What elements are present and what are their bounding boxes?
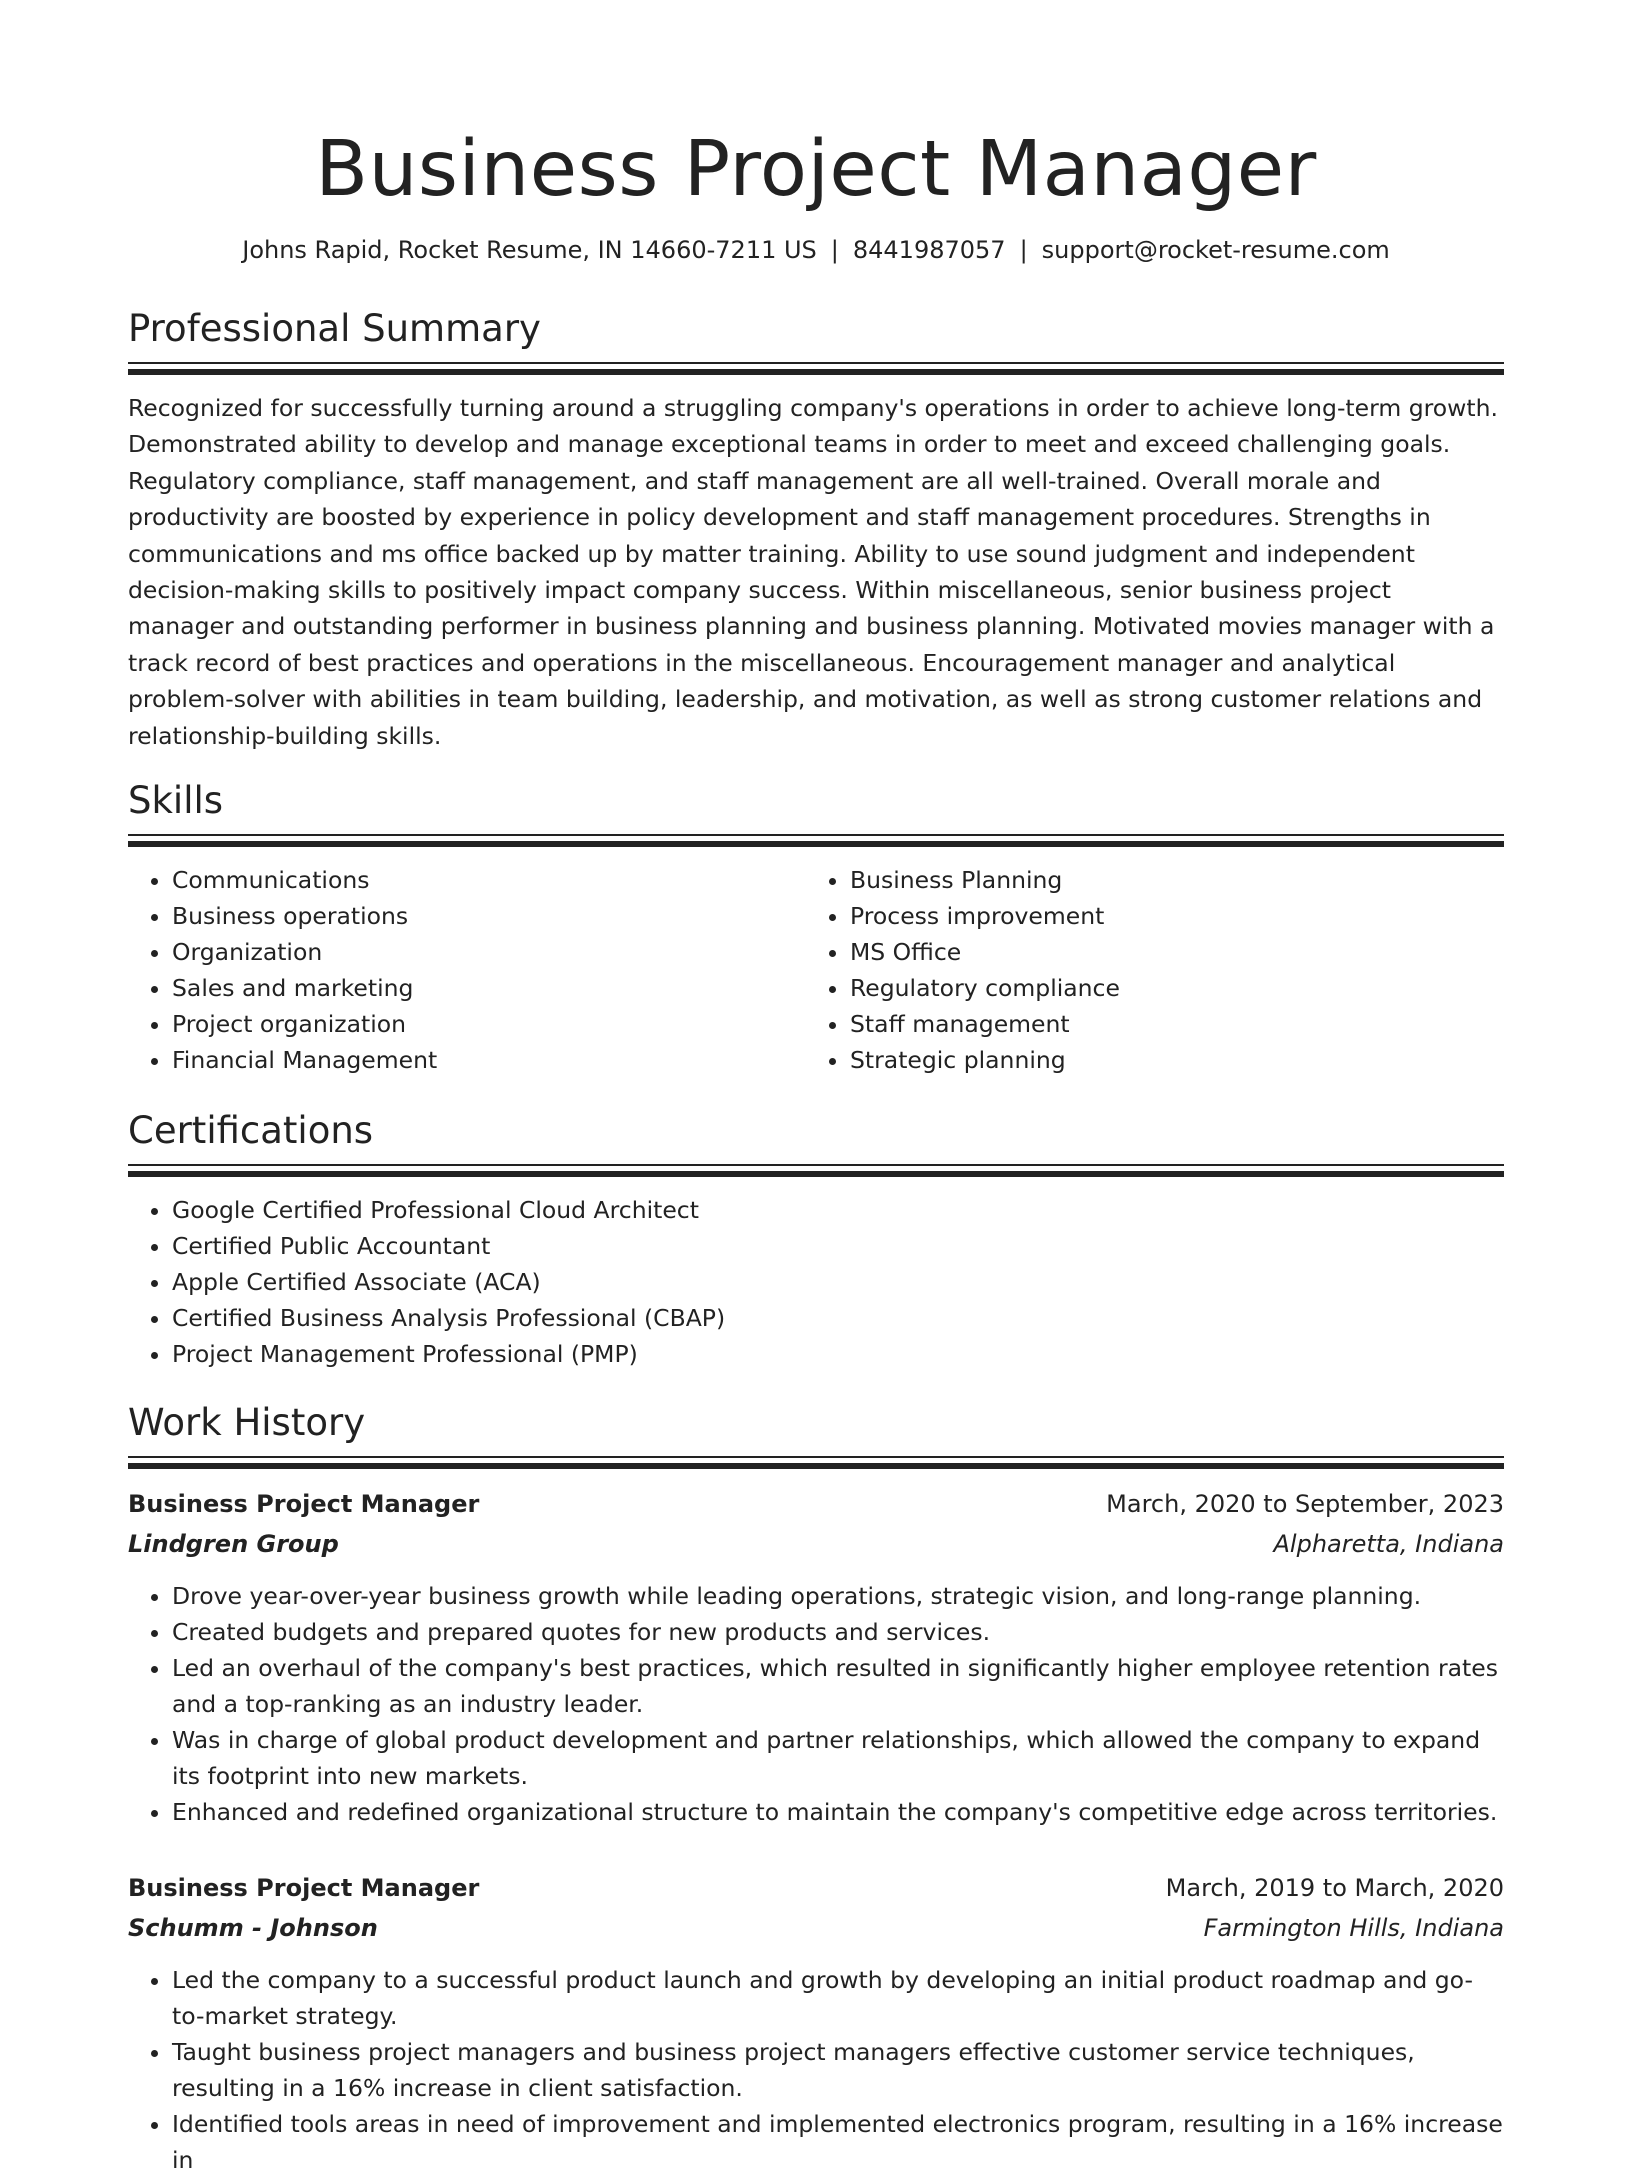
job-duties [128,1578,1504,1830]
skill-item: • Communications [172,862,806,898]
section-divider [128,834,1504,848]
skill-item: • Staff management [850,1006,1484,1042]
job-duties [128,1962,1504,2178]
job-duty: • Taught business project managers and business project managers effective customer service techniques, resulting in a 16% increase in client satisfaction. [172,2034,1504,2106]
certification-item: • Google Certified Professional Cloud Architect [172,1192,1504,1228]
resume-title: Business Project Manager [315,125,1317,214]
contact-separator: | [830,236,839,264]
skill-item: • MS Office [850,934,1484,970]
certifications-heading: Certifications [128,1109,374,1153]
skill-item: • Sales and marketing [172,970,806,1006]
certification-item: • Project Management Professional (PMP) [172,1336,1504,1372]
skill-item: • Process improvement [850,898,1484,934]
work-history-heading: Work History [128,1401,366,1445]
resume-page [128,0,1504,2178]
certification-item: • Apple Certified Associate (ACA) [172,1264,1504,1300]
skills-heading: Skills [128,779,224,823]
job-title: Business Project Manager [128,1490,480,1519]
contact-phone: 8441987057 [852,236,1006,264]
job-duty: • Drove year-over-year business growth while leading operations, strategic vision, and long-range planning. [172,1578,1504,1614]
skills-list [128,862,1504,1078]
skill-item: • Business Planning [850,862,1484,898]
job-company: Schumm - Johnson [128,1914,378,1943]
skill-item: • Financial Management [172,1042,806,1078]
job-company: Lindgren Group [128,1530,339,1559]
section-divider [128,1164,1504,1178]
certifications-list [128,1192,1504,1372]
skills-column-right [806,862,1484,1078]
job-title: Business Project Manager [128,1874,480,1903]
job-duty: • Led the company to a successful product launch and growth by developing an initial product roadmap and go-to-market strategy. [172,1962,1504,2034]
job-duty: • Led an overhaul of the company's best practices, which resulted in significantly higher employee retention rates and a top-ranking as an industry leader. [172,1650,1504,1722]
skill-item: • Project organization [172,1006,806,1042]
job-duty: • Identified tools areas in need of improvement and implemented electronics program, resulting in a 16% increase in [172,2106,1504,2178]
job-dates: March, 2019 to March, 2020 [1165,1874,1504,1903]
contact-email: support@rocket-resume.com [1041,236,1390,264]
skills-column-left [128,862,806,1078]
job-location: Alpharetta, Indiana [1273,1530,1504,1559]
section-divider [128,362,1504,376]
certification-item: • Certified Business Analysis Professional (CBAP) [172,1300,1504,1336]
job-entry [128,1868,1504,2178]
contact-separator: | [1019,236,1028,264]
skill-item: • Strategic planning [850,1042,1484,1078]
job-duty: • Enhanced and redefined organizational structure to maintain the company's competitive edge across territories. [172,1794,1504,1830]
contact-address: Johns Rapid, Rocket Resume, IN 14660-7211 US [242,236,817,264]
summary-text: Recognized for successfully turning around a struggling company's operations in order to achieve long-term growth. Demonstrated ability to develop and manage exceptional teams in order to meet and exceed challenging goals. Regulatory compliance, staff management, and staff management are all well-trained. Overall morale and productivity are boosted by experience in policy development and staff management procedures. Strengths in communications and ms office backed up by matter training. Ability to use sound judgment and independent decision-making skills to positively impact company success. Within miscellaneous, senior business project manager and outstanding performer in business planning and business planning. Motivated movies manager with a track record of best practices and operations in the miscellaneous. Encouragement manager and analytical problem-solver with abilities in team building, leadership, and motivation, as well as strong customer relations and relationship-building skills. [128,394,1498,750]
summary-heading: Professional Summary [128,307,541,350]
skill-item: • Organization [172,934,806,970]
contact-line [128,234,1504,266]
skill-item: • Regulatory compliance [850,970,1484,1006]
job-dates: March, 2020 to September, 2023 [1106,1490,1504,1519]
skill-item: • Business operations [172,898,806,934]
job-duty: • Was in charge of global product development and partner relationships, which allowed the company to expand its footprint into new markets. [172,1722,1504,1794]
certification-item: • Certified Public Accountant [172,1228,1504,1264]
section-divider [128,1456,1504,1470]
job-entry [128,1484,1504,1830]
job-duty: • Created budgets and prepared quotes for new products and services. [172,1614,1504,1650]
job-location: Farmington Hills, Indiana [1203,1914,1504,1943]
